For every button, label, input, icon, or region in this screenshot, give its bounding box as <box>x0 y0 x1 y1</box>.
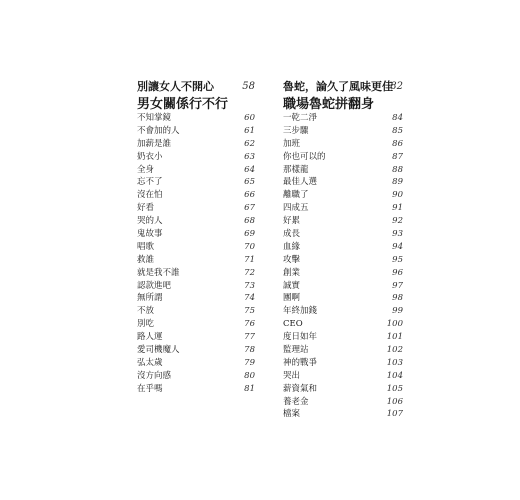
entry-title: 團啊 <box>283 293 301 304</box>
toc-entry <box>283 176 403 189</box>
entry-page-number: 86 <box>392 138 403 149</box>
toc-entry <box>137 331 255 344</box>
entry-title: 鬼故事 <box>137 229 163 240</box>
toc-entry <box>137 112 255 125</box>
page-number: 58 <box>242 81 255 92</box>
toc-entry <box>283 318 403 331</box>
entry-title: 在乎嗎 <box>137 383 163 394</box>
entry-page-number: 87 <box>392 151 403 162</box>
entry-title: 那樣龍 <box>283 164 309 175</box>
toc-entry <box>137 267 255 280</box>
entry-page-number: 89 <box>392 177 403 188</box>
entry-page-number: 79 <box>244 357 255 368</box>
entry-title: 神的戰爭 <box>283 357 318 368</box>
toc-entry <box>137 383 255 396</box>
chapter-title: 別讓女人不開心 <box>137 80 214 93</box>
entry-page-number: 95 <box>392 254 403 265</box>
entry-page-number: 74 <box>244 293 255 304</box>
toc-entry <box>137 176 255 189</box>
entry-page-number: 69 <box>244 229 255 240</box>
toc-entry <box>283 112 403 125</box>
entry-page-number: 105 <box>386 383 403 394</box>
entry-title: 加班 <box>283 138 301 149</box>
entry-page-number: 77 <box>244 332 255 343</box>
entry-title: 檔案 <box>283 409 301 420</box>
entry-title: 忘不了 <box>137 177 163 188</box>
toc-entry <box>283 396 403 409</box>
toc-entry <box>283 280 403 293</box>
chapter-title: 魯蛇，論久了風味更佳 <box>283 80 393 93</box>
entry-title: 創業 <box>283 267 301 278</box>
entry-title: 年終加錢 <box>283 306 318 317</box>
entry-page-number: 62 <box>244 138 255 149</box>
toc-entry <box>137 164 255 177</box>
entry-page-number: 73 <box>244 280 255 291</box>
entry-page-number: 61 <box>244 125 255 136</box>
entry-page-number: 88 <box>392 164 403 175</box>
entry-title: 養老金 <box>283 396 309 407</box>
toc-entry <box>137 241 255 254</box>
entry-title: 四成五 <box>283 203 309 214</box>
entry-title: 別吃 <box>137 319 155 330</box>
toc-entry <box>137 189 255 202</box>
entry-title: 哭出 <box>283 370 301 381</box>
entry-page-number: 98 <box>392 293 403 304</box>
entry-page-number: 85 <box>392 125 403 136</box>
toc-entry <box>137 318 255 331</box>
entry-title: 全身 <box>137 164 155 175</box>
entry-title: 監理站 <box>283 345 309 356</box>
entry-page-number: 76 <box>244 319 255 330</box>
entry-title: 不知掌鏡 <box>137 113 172 123</box>
entry-page-number: 71 <box>244 254 255 265</box>
toc-entry <box>137 215 255 228</box>
entry-page-number: 66 <box>244 190 255 201</box>
entry-title: 血緣 <box>283 241 301 252</box>
entry-page-number: 60 <box>244 113 255 123</box>
entry-page-number: 64 <box>244 164 255 175</box>
toc-entry <box>283 189 403 202</box>
entry-page-number: 99 <box>392 306 403 317</box>
entry-title: 無所謂 <box>137 293 163 304</box>
entry-title: 度日如年 <box>283 332 318 343</box>
toc-entry <box>137 202 255 215</box>
toc-chapter-heading <box>283 79 403 95</box>
entry-page-number: 65 <box>244 177 255 188</box>
toc-entry <box>283 267 403 280</box>
toc-entry <box>283 370 403 383</box>
toc-entry <box>137 344 255 357</box>
toc-entry <box>283 383 403 396</box>
entry-title: 最佳人選 <box>283 177 318 188</box>
entry-page-number: 80 <box>244 370 255 381</box>
entry-page-number: 103 <box>386 357 403 368</box>
entry-page-number: 92 <box>392 216 403 227</box>
entry-page-number: 75 <box>244 306 255 317</box>
entry-title: 三步驟 <box>283 125 309 136</box>
toc-entry <box>283 331 403 344</box>
entry-page-number: 67 <box>244 203 255 214</box>
entry-page-number: 101 <box>386 332 403 343</box>
toc-entry <box>137 151 255 164</box>
entry-title: 誠實 <box>283 280 301 291</box>
toc-entry <box>137 228 255 241</box>
toc-chapter-heading <box>137 79 255 95</box>
toc-entry <box>137 292 255 305</box>
entry-page-number: 91 <box>392 203 403 214</box>
entry-page-number: 93 <box>392 229 403 240</box>
entry-page-number: 106 <box>386 396 403 407</box>
toc-entry <box>283 151 403 164</box>
toc-entry <box>137 254 255 267</box>
toc-entry <box>283 408 403 421</box>
entry-page-number: 104 <box>386 370 403 381</box>
entry-title: 成長 <box>283 229 301 240</box>
entry-page-number: 96 <box>392 267 403 278</box>
entry-title: 攻擊 <box>283 254 301 265</box>
entry-page-number: 102 <box>386 345 403 356</box>
toc-entry <box>137 125 255 138</box>
toc-entry <box>283 202 403 215</box>
entry-page-number: 72 <box>244 267 255 278</box>
toc-entry-list <box>137 112 255 396</box>
entry-title: 不會加的人 <box>137 125 180 136</box>
toc-entry <box>283 228 403 241</box>
toc-entry <box>283 164 403 177</box>
entry-page-number: 81 <box>244 383 255 394</box>
toc-entry <box>283 125 403 138</box>
entry-title: 離職了 <box>283 190 309 201</box>
entry-title: 愛司機魔人 <box>137 345 180 356</box>
entry-title: 加薪是誰 <box>137 138 172 149</box>
entry-title: 認款進吧 <box>137 280 172 291</box>
entry-title: 唱歌 <box>137 241 155 252</box>
toc-entry <box>283 254 403 267</box>
toc-entry <box>137 138 255 151</box>
entry-title: 路人運 <box>137 332 163 343</box>
entry-page-number: 78 <box>244 345 255 356</box>
entry-title: 你也可以的 <box>283 151 326 162</box>
page-number: 82 <box>390 81 403 92</box>
entry-title: 好看 <box>137 203 155 214</box>
entry-page-number: 100 <box>386 319 403 330</box>
toc-entry <box>137 370 255 383</box>
section-title: 男女關係行不行 <box>137 97 229 112</box>
toc-entry <box>137 305 255 318</box>
entry-title: CEO <box>283 319 303 330</box>
toc-entry <box>283 305 403 318</box>
entry-title: 奶衣小 <box>137 151 163 162</box>
entry-title: 好累 <box>283 216 301 227</box>
toc-entry <box>283 292 403 305</box>
toc-entry <box>283 357 403 370</box>
entry-title: 不放 <box>137 306 155 317</box>
entry-title: 薪資氣和 <box>283 383 318 394</box>
toc-entry <box>137 280 255 293</box>
entry-page-number: 97 <box>392 280 403 291</box>
entry-page-number: 90 <box>392 190 403 201</box>
toc-entry <box>283 344 403 357</box>
toc-entry <box>283 215 403 228</box>
entry-page-number: 63 <box>244 151 255 162</box>
entry-page-number: 70 <box>244 241 255 252</box>
entry-page-number: 84 <box>392 113 403 123</box>
entry-title: 弘太歲 <box>137 357 163 368</box>
entry-page-number: 94 <box>392 241 403 252</box>
entry-title: 沒方向感 <box>137 370 172 381</box>
entry-title: 沒在怕 <box>137 190 163 201</box>
entry-title: 哭的人 <box>137 216 163 227</box>
entry-title: 救誰 <box>137 254 155 265</box>
entry-page-number: 107 <box>386 409 403 420</box>
toc-entry <box>283 241 403 254</box>
entry-page-number: 68 <box>244 216 255 227</box>
section-title: 職場魯蛇拼翻身 <box>283 97 375 112</box>
toc-entry <box>283 138 403 151</box>
entry-title: 一乾二淨 <box>283 113 318 123</box>
toc-entry-list <box>283 112 403 421</box>
entry-title: 就是我不誰 <box>137 267 180 278</box>
toc-entry <box>137 357 255 370</box>
